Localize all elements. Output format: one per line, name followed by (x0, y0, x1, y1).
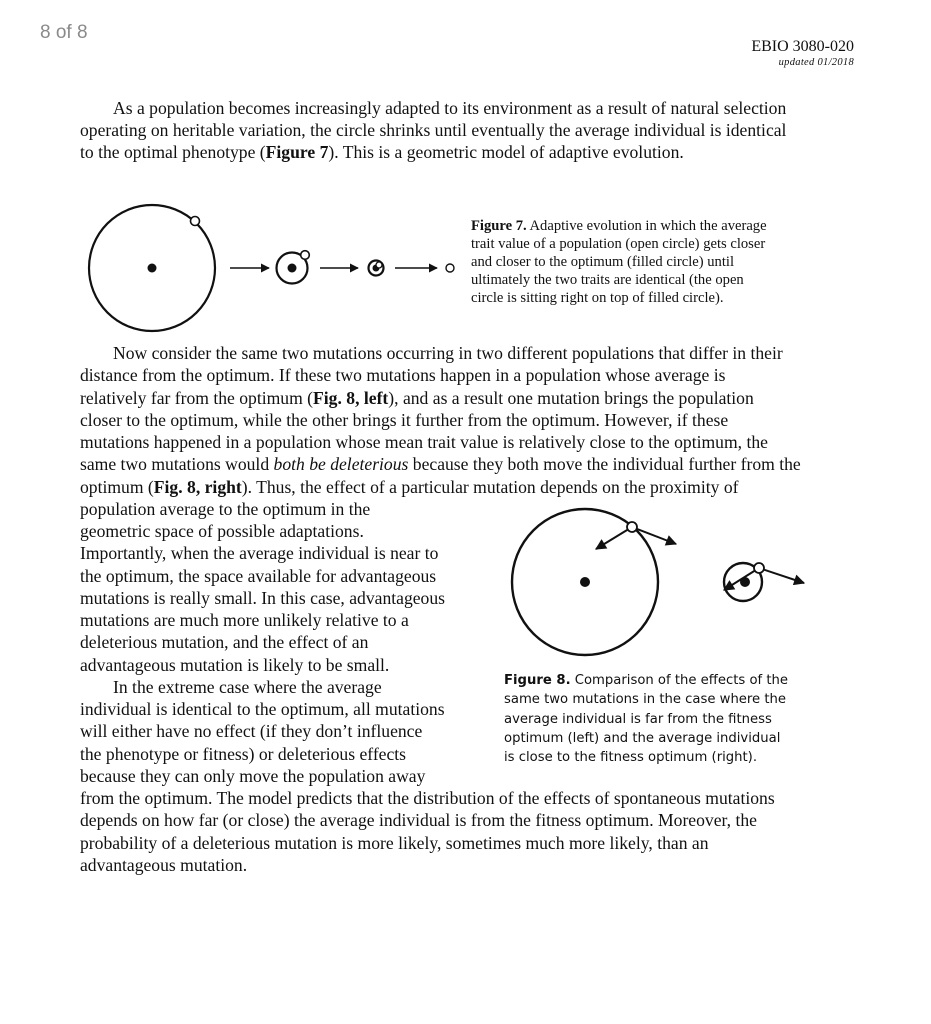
text-span: advantageous mutation is likely to be small. (80, 654, 390, 675)
text-span: advantageous mutation. (80, 854, 248, 875)
text-span: distance from the optimum. If these two mutations happen in a population whose average is (80, 365, 726, 386)
text-span: As a population becomes increasingly adapted to its environment as a result of natural selection (113, 98, 787, 118)
page-indicator: 8 of 8 (40, 22, 88, 43)
caption-line: circle is sitting right on top of filled circle). (471, 290, 724, 306)
mutation-arrow (724, 568, 759, 590)
text-span: mutations is really small. In this case, advantageous (80, 587, 445, 608)
text-span: from the optimum. The model predicts that the distribution of the effects of spontaneous mutations (80, 788, 775, 809)
caption-line: optimum (left) and the average individual (504, 730, 781, 746)
text-span: depends on how far (or close) the average individual is from the fitness optimum. Moreover, the (80, 810, 757, 831)
population-average-circle (627, 522, 637, 532)
bold-reference: Fig. 8, left (313, 387, 389, 408)
caption-line: is close to the fitness optimum (right). (504, 750, 758, 766)
text-span: because they can only move the population away (80, 765, 426, 786)
final-population-circle (446, 264, 454, 272)
text-span: Importantly, when the average individual is near to (80, 543, 439, 564)
figure-label: Figure 7. (471, 218, 527, 234)
caption-line: Comparison of the effects of the (570, 673, 789, 688)
text-span: deleterious mutation, and the effect of an (80, 632, 369, 653)
updated-date: updated 01/2018 (778, 57, 854, 68)
caption-line: Adaptive evolution in which the average (526, 218, 767, 234)
bold-reference: Figure 7 (265, 142, 329, 163)
text-span: ). Thus, the effect of a particular mutation depends on the proximity of (241, 476, 739, 497)
text-span: population average to the optimum in the (80, 498, 371, 519)
text-span: Now consider the same two mutations occurring in two different populations that differ in their (113, 343, 783, 363)
text-span: geometric space of possible adaptations. (80, 521, 364, 542)
bold-reference: Fig. 8, right (153, 476, 242, 497)
text-span: the phenotype or fitness) or deleterious effects (80, 743, 407, 764)
course-code: EBIO 3080-020 (751, 38, 854, 55)
text-span: probability of a deleterious mutation is more likely, sometimes much more likely, than an (80, 832, 709, 853)
text-span: because they both move the individual further from the (408, 454, 801, 475)
text-span: optimum ( (80, 476, 154, 497)
text-span: same two mutations would (80, 454, 274, 475)
deleterious-mutation-arrow (632, 527, 676, 544)
text-span: to the optimal phenotype ( (80, 142, 266, 163)
text-span: In the extreme case where the average (113, 676, 382, 697)
figure-label: Figure 8. (504, 673, 571, 688)
text-span: individual is identical to the optimum, all mutations (80, 699, 445, 720)
caption-line: average individual is far from the fitness (504, 711, 772, 727)
text-span: relatively far from the optimum ( (80, 387, 314, 408)
text-span: will either have no effect (if they don’t influence (80, 721, 423, 742)
text-span: operating on heritable variation, the circle shrinks until eventually the average individual is identical (80, 120, 787, 141)
optimum-dot (580, 577, 590, 587)
figure-8 (512, 509, 804, 655)
caption-line: trait value of a population (open circle) gets closer (471, 236, 766, 252)
figure-8-caption (504, 671, 824, 767)
text-span: closer to the optimum, while the other brings it further from the optimum. However, if these (80, 409, 729, 430)
text-span: ). This is a geometric model of adaptive evolution. (328, 142, 684, 163)
deleterious-mutation-arrow (759, 568, 804, 583)
optimum-dot (148, 264, 157, 273)
figure-7 (89, 205, 454, 331)
text-span: ), and as a result one mutation brings the population (388, 387, 754, 408)
text-span: mutations are much more unlikely relative to a (80, 610, 409, 631)
text-span: mutations happened in a population whose mean trait value is relatively close to the optimum, the (80, 432, 768, 453)
text-span: the optimum, the space available for advantageous (80, 565, 437, 586)
caption-line: same two mutations in the case where the (504, 692, 786, 708)
population-average-circle (191, 217, 200, 226)
figure-7-caption (471, 217, 831, 307)
caption-line: ultimately the two traits are identical (the open (471, 272, 744, 288)
caption-line: and closer to the optimum (filled circle) until (471, 254, 735, 270)
emphasis: both be deleterious (273, 454, 409, 475)
population-average-circle (754, 563, 764, 573)
advantageous-mutation-arrow (596, 527, 632, 549)
